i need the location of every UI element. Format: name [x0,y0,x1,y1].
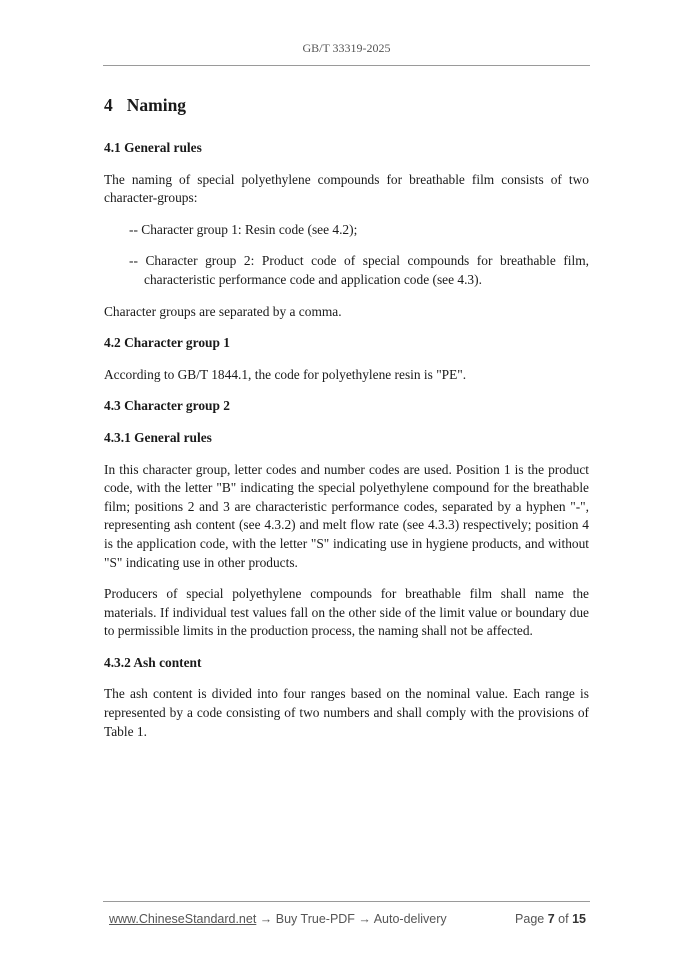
header-divider [103,65,590,66]
footer-buy-text: → Buy True-PDF → Auto-delivery [256,912,447,926]
site-link[interactable]: www.ChineseStandard.net [109,912,257,926]
heading-4-1: 4.1 General rules [104,140,202,155]
page-number: 7 [547,912,555,926]
section-title: Naming [126,95,187,115]
section-number: 4 [104,95,113,115]
heading-4-3: 4.3 Character group 2 [104,398,230,414]
paragraph-separator-rule: Character groups are separated by a comma. [104,303,342,319]
footer-purchase-note [109,912,447,926]
of-label: of [558,912,569,926]
paragraph-ash-content: The ash content is divided into four ranges based on the nominal value. Each range is represented by a code consisting of two numbers and shall comply with the provisions of Table 1. [104,686,589,739]
heading-4-3-1: 4.3.1 General rules [104,429,212,445]
paragraph-naming-intro: The naming of special polyethylene compounds for breathable film consists of two character-groups: [104,171,589,206]
page-total: 15 [572,912,586,926]
list-item-character-group-1: -- Character group 1: Resin code (see 4.2); [129,221,358,237]
paragraph-code-positions: In this character group, letter codes and number codes are used. Position 1 is the product code, with the letter "B" indicating the special polyethylene compound for the breathable film; positions 2 and 3 are characteristic performance codes, separated by a hyphen "-", representing ash content (see 4.3.2) and melt flow rate (see 4.3.3) respectively; position 4 is the application code, with the letter "S" indicating use in hygiene products, and without "S" indicating use in other products. [104,461,589,570]
paragraph-producer-naming: Producers of special polyethylene compounds for breathable film shall name the materials. If individual test values fall on the other side of the limit value or boundary due to permissible limits in the production process, the naming shall not be affected. [104,586,589,639]
document-id-header: GB/T 33319-2025 [302,41,391,55]
paragraph-resin-code: According to GB/T 1844.1, the code for polyethylene resin is "PE". [104,366,467,382]
list-item-character-group-2: -- Character group 2: Product code of special compounds for breathable film, characteristic performance code and application code (see 4.3). [129,253,589,287]
footer-divider [103,901,590,902]
page-content [104,93,589,754]
page-indicator [515,912,586,926]
page-label: Page [515,912,545,926]
heading-4-3-2: 4.3.2 Ash content [104,654,202,670]
section-heading [104,93,589,117]
heading-4-2: 4.2 Character group 1 [104,335,230,351]
